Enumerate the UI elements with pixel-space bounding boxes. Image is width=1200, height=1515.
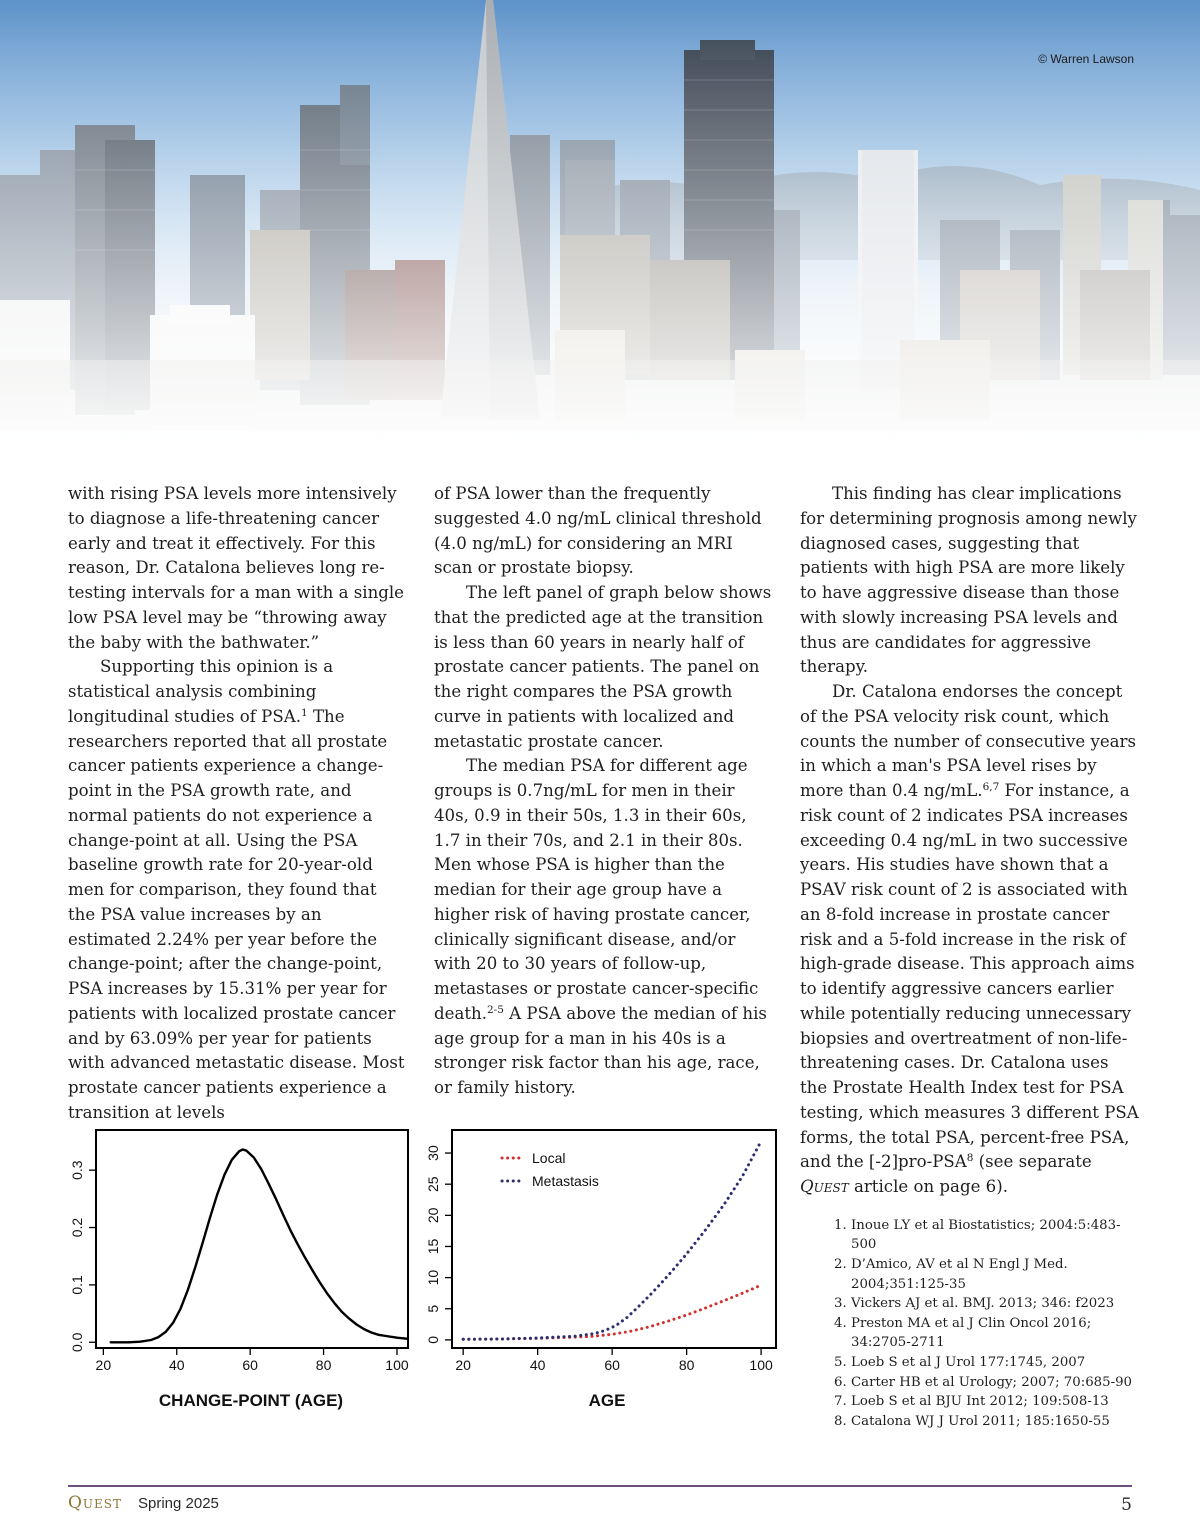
psa-growth-curve-chart [416, 1118, 786, 1418]
reference-number: 7. [834, 1394, 847, 1410]
reference-item [834, 1412, 1140, 1432]
paragraph [800, 680, 1140, 1200]
paragraph-text: Supporting this opinion is a statistical analysis combining longitudinal studies of PSA. [68, 657, 334, 726]
reference-item [834, 1392, 1140, 1412]
reference-item [834, 1216, 1140, 1255]
reference-item [834, 1255, 1140, 1294]
paragraph-text: The left panel of graph below shows that the predicted age at the transition is less than 60 years in nearly half of prostate cancer patients. The panel on the right compares the PSA growth curve in patients with localized and metastatic prostate cancer. [434, 583, 772, 751]
citation-superscript: 8 [966, 1152, 974, 1165]
reference-item [834, 1373, 1140, 1393]
paragraph-text: (see separate [973, 1152, 1092, 1172]
paragraph-text: The median PSA for different age groups is 0.7ng/mL for men in their 40s, 0.9 in their 50s, 1.3 in their 60s, 1.7 in their 70s, and 2.1 in their 80s. Men whose PSA is higher than the median for their age group have a higher risk of having prostate cancer, clinically significant disease, and/or with 20 to 30 years of follow-up, metastases or prostate cancer-specific death. [434, 756, 759, 1023]
reference-item [834, 1314, 1140, 1353]
footer-brand-logo: Quest [68, 1493, 123, 1513]
reference-text: Loeb S et al BJU Int 2012; 109:508-13 [851, 1394, 1109, 1410]
paragraph [434, 754, 774, 1101]
reference-list [834, 1216, 1140, 1432]
paragraph [68, 482, 408, 655]
paragraph [800, 482, 1140, 680]
plot-frame [96, 1130, 408, 1348]
reference-text: Preston MA et al J Clin Oncol 2016; 34:2705-2711 [851, 1315, 1092, 1351]
x-axis-label: AGE [588, 1391, 626, 1410]
x-tick-label: 40 [168, 1357, 185, 1373]
x-axis-label: CHANGE-POINT (AGE) [158, 1391, 344, 1410]
text-column-1 [68, 482, 408, 1126]
photo-credit: © Warren Lawson [1038, 52, 1134, 66]
footer-issue: Spring 2025 [138, 1495, 219, 1512]
city-skyline-photo [0, 0, 1200, 470]
change-point-density-chart [60, 1118, 420, 1418]
reference-number: 5. [834, 1354, 847, 1370]
y-tick-label: 20 [425, 1207, 441, 1224]
series-line-density [111, 1150, 408, 1343]
y-tick-label: 30 [425, 1145, 441, 1161]
x-tick-label: 60 [242, 1357, 258, 1373]
paragraph [68, 655, 408, 1125]
paragraph [434, 482, 774, 581]
footer-rule [68, 1485, 1132, 1487]
reference-number: 3. [834, 1296, 847, 1312]
paragraph-text: Dr. Catalona endorses the concept of the PSA velocity risk count, which counts the number of consecutive years in which a man's PSA level rises by more than 0.4 ng/mL. [800, 682, 1136, 800]
paragraph [434, 581, 774, 754]
text-column-3 [800, 482, 1140, 1431]
x-tick-label: 20 [455, 1357, 471, 1373]
paragraph-text: of PSA lower than the frequently suggested 4.0 ng/mL clinical threshold (4.0 ng/mL) for considering an MRI scan or prostate biopsy. [434, 484, 762, 578]
reference-number: 4. [834, 1315, 847, 1331]
legend-label: Local [532, 1150, 566, 1166]
legend-label: Metastasis [532, 1173, 599, 1189]
y-tick-label: 15 [425, 1238, 441, 1255]
reference-text: Inoue LY et al Biostatistics; 2004:5:483-500 [851, 1217, 1121, 1253]
paragraph-text: article on page 6). [848, 1177, 1008, 1196]
reference-item [834, 1294, 1140, 1314]
plot-frame [452, 1130, 776, 1348]
y-tick-label: 0.2 [69, 1217, 85, 1238]
skyline-illustration [0, 0, 1200, 470]
citation-superscript: 2-5 [486, 1003, 504, 1016]
text-column-2 [434, 482, 774, 1101]
reference-text: D’Amico, AV et al N Engl J Med. 2004;351:125-35 [851, 1256, 1068, 1292]
y-tick-label: 0.1 [69, 1275, 85, 1295]
x-tick-label: 100 [385, 1357, 409, 1373]
citation-superscript: 6,7 [982, 781, 1000, 793]
x-tick-label: 100 [749, 1357, 773, 1373]
y-tick-label: 25 [425, 1176, 441, 1192]
x-tick-label: 20 [95, 1357, 112, 1373]
paragraph-text: A PSA above the median of his age group for a man in his 40s is a stronger risk factor than his age, race, or family history. [434, 1003, 767, 1097]
y-tick-label: 0.3 [69, 1160, 85, 1180]
series-line-metastasis [463, 1141, 761, 1339]
paragraph-text: This finding has clear implications for determining prognosis among newly diagnosed cases, suggesting that patients with high PSA are more likely to have aggressive disease than those with slowly increasing PSA levels and thus are candidates for aggressive therapy. [800, 484, 1137, 677]
x-tick-label: 60 [604, 1357, 620, 1373]
y-tick-label: 5 [425, 1304, 441, 1313]
reference-number: 1. [834, 1217, 847, 1233]
reference-item [834, 1353, 1140, 1373]
y-tick-label: 0.0 [69, 1332, 85, 1352]
reference-number: 8. [834, 1413, 847, 1429]
reference-text: Carter HB et al Urology; 2007; 70:685-90 [851, 1374, 1132, 1390]
series-line-local [463, 1285, 761, 1339]
reference-number: 2. [834, 1256, 847, 1272]
paragraph-text: For instance, a risk count of 2 indicates PSA increases exceeding 0.4 ng/mL in two successive years. His studies have shown that a PSAV risk count of 2 is associated with an 8-fold increase in prostate cancer risk and a 5-fold increase in the risk of high-grade disease. This approach aims to identify aggressive cancers earlier while potentially reducing unnecessary biopsies and overtreatment of non-life-threatening cases. Dr. Catalona uses the Prostate Health Index test for PSA testing, which measures 3 different PSA forms, the total PSA, percent-free PSA, and the [-2]pro-PSA [800, 781, 1139, 1172]
reference-text: Catalona WJ J Urol 2011; 185:1650-55 [851, 1413, 1110, 1429]
paragraph-text: The researchers reported that all prostate cancer patients experience a change-point in the PSA growth rate, and normal patients do not experience a change-point at all. Using the PSA baseline growth rate for 20-year-old men for comparison, they found that the PSA value increases by an estimated 2.24% per year before the change-point; after the change-point, PSA increases by 15.31% per year for patients with localized prostate cancer and by 63.09% per year for patients with advanced metastatic disease. Most prostate cancer patients experience a transition at levels [68, 706, 405, 1122]
y-tick-label: 0 [425, 1336, 441, 1344]
x-tick-label: 80 [315, 1357, 332, 1373]
citation-superscript: 1 [300, 706, 308, 719]
quest-inline-brand: Quest [800, 1177, 849, 1196]
y-tick-label: 10 [425, 1269, 441, 1286]
reference-text: Loeb S et al J Urol 177:1745, 2007 [851, 1354, 1086, 1370]
x-tick-label: 40 [529, 1357, 546, 1373]
page-number: 5 [1121, 1495, 1132, 1515]
reference-number: 6. [834, 1374, 847, 1390]
paragraph-text: with rising PSA levels more intensively to diagnose a life-threatening cancer early and treat it effectively. For this reason, Dr. Catalona believes long re-testing intervals for a man with a single low PSA level may be “throwing away the baby with the bathwater.” [68, 484, 405, 652]
reference-text: Vickers AJ et al. BMJ. 2013; 346: f2023 [851, 1296, 1115, 1312]
x-tick-label: 80 [678, 1357, 695, 1373]
